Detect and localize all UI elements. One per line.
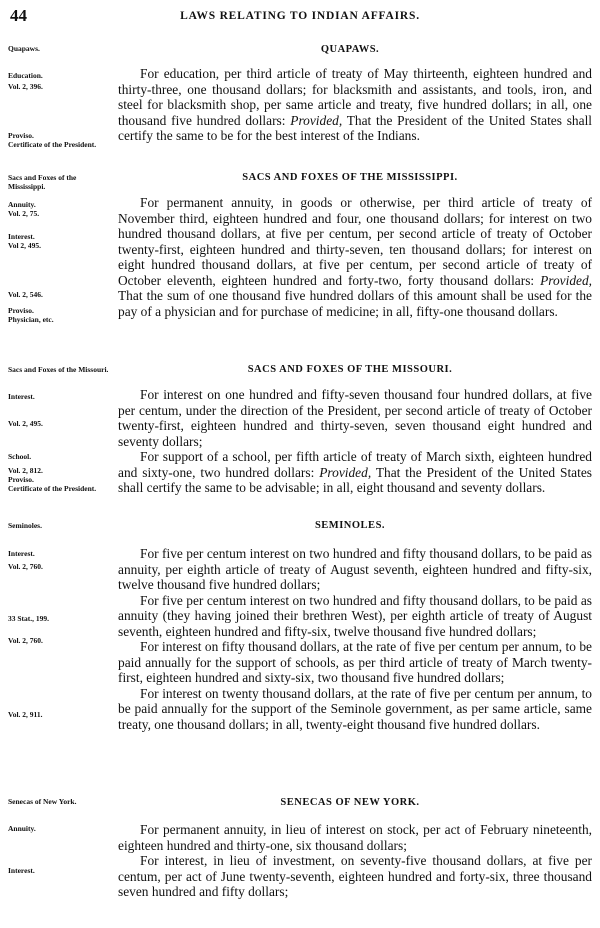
paragraph: For interest on one hundred and fifty-seven thousand four hundred dollars, at five per centum, under the direction of the President, per second article of treaty of October twenty-first, eighteen hundred and thirty-seven, seven thousand eight hundred and seventy dollars; xyxy=(118,387,592,449)
margin-note-ref: Vol. 2, 911. xyxy=(8,710,43,719)
section-title: SACS AND FOXES OF THE MISSOURI. xyxy=(247,364,453,375)
paragraph: For support of a school, per fifth article of treaty of March sixth, eighteen hundred and sixty-one, two hundred dollars: Provided, That the President of the United States shall certify the same to be advisable; in all, eight thousand and seventy dollars. xyxy=(118,449,592,495)
margin-note: Certificate of the President. xyxy=(8,484,97,493)
margin-note-ref: Vol. 2, 760. xyxy=(8,636,43,645)
margin-note: Interest. xyxy=(8,866,35,875)
margin-note-tribe: Sacs and Foxes of the Missouri. xyxy=(8,365,109,374)
margin-note-ref: Vol. 2, 495. xyxy=(8,419,43,428)
margin-note: School. xyxy=(8,452,32,461)
margin-note: Interest. xyxy=(8,392,35,401)
margin-note-ref: Vol. 2, 546. xyxy=(8,290,43,299)
page-number: 44 xyxy=(10,6,27,25)
margin-note: Certificate of the President. xyxy=(8,140,97,149)
page-header xyxy=(10,6,590,26)
margin-note-ref: Vol. 2, 75. xyxy=(8,209,40,218)
margin-note-ref: Vol. 2, 760. xyxy=(8,562,43,571)
paragraph: For permanent annuity, in lieu of interest on stock, per act of February nineteenth, eighteen hundred and thirty-one, six thousand dollars; xyxy=(118,822,592,853)
paragraph: For five per centum interest on two hundred and fifty thousand dollars, to be paid as annuity, per eighth article of treaty of August seventh, eighteen hundred and fifty-six, twelve thousand five hundred dollars; xyxy=(118,546,592,592)
paragraph: For five per centum interest on two hundred and fifty thousand dollars, to be paid as annuity (they having joined their brethren West), per eighth article of treaty of August seventh, eighteen hundred and fifty-six, twelve thousand five hundred dollars; xyxy=(118,592,592,639)
margin-note: Physician, etc. xyxy=(8,315,54,324)
section-body xyxy=(118,66,592,144)
margin-note: Education. xyxy=(8,71,43,80)
margin-note-ref: Vol. 2, 396. xyxy=(8,82,43,91)
section-title: QUAPAWS. xyxy=(320,44,380,55)
margin-note: Proviso. xyxy=(8,475,34,484)
paragraph: For interest on twenty thousand dollars, at the rate of five per centum per annum, to be paid annually for the support of the Seminole government, as per same article, same treaty, one thousand dollars; in all, twenty-eight thousand five hundred dollars. xyxy=(118,685,592,732)
section-title: SEMINOLES. xyxy=(314,520,386,531)
section-title: SENECAS OF NEW YORK. xyxy=(280,797,420,808)
margin-note-tribe: Seminoles. xyxy=(8,521,42,530)
section-body xyxy=(118,195,592,319)
margin-note-ref: 33 Stat., 199. xyxy=(8,614,50,623)
margin-note-ref: Vol 2, 495. xyxy=(8,241,42,250)
paragraph: For interest, in lieu of investment, on seventy-five thousand dollars, at five per centum, per act of June twenty-seventh, eighteen hundred and forty-six, three thousand seven hundred and fifty dollars; xyxy=(118,853,592,899)
margin-note: Annuity. xyxy=(8,824,36,833)
section-body xyxy=(118,546,592,732)
margin-note: Annuity. xyxy=(8,200,36,209)
margin-note: Interest. xyxy=(8,232,35,241)
running-title: LAWS RELATING TO INDIAN AFFAIRS. xyxy=(180,10,420,22)
paragraph: For education, per third article of treaty of May thirteenth, eighteen hundred and thirty-three, one thousand dollars; for blacksmith and assistants, and tools, iron, and steel for blacksmith shop, per same article and treaty, five hundred dollars; in all, one thousand five hundred dollars: Provided, That the President of the United States shall certify the same to be for the best interest of the Indians. xyxy=(118,66,593,143)
section-body xyxy=(118,387,592,496)
margin-note-tribe: Sacs and Foxes of the Mississippi. xyxy=(8,173,77,191)
margin-note-ref: Vol. 2, 812. xyxy=(8,466,43,475)
margin-note: Proviso. xyxy=(8,131,34,140)
margin-note: Proviso. xyxy=(8,306,34,315)
margin-note-tribe: Quapaws. xyxy=(8,44,40,53)
margin-note-tribe: Senecas of New York. xyxy=(8,797,77,806)
margin-note: Interest. xyxy=(8,549,35,558)
paragraph: For interest on fifty thousand dollars, at the rate of five per centum per annum, to be paid annually for the support of schools, as per third article of treaty of March twenty-first, eighteen hundred and sixty-six, two thousand five hundred dollars; xyxy=(118,639,592,685)
section-body xyxy=(118,822,592,900)
paragraph: For permanent annuity, in goods or otherwise, per third article of treaty of November third, eighteen hundred and four, one thousand dollars; for interest on two hundred thousand dollars, at five per centum, per second article of treaty of October twenty-first, eighteen hundred and thirty-seven, ten thousand dollars; for interest on eight hundred thousand dollars, at five per centum, per second article of treaty of October eleventh, eighteen hundred and forty-two, forty thousand dollars: Provided, That the sum of one thousand five hundred dollars of this amount shall be used for the pay of a physician and for purchase of medicine; in all, fifty-one thousand dollars. xyxy=(118,195,592,319)
section-title: SACS AND FOXES OF THE MISSISSIPPI. xyxy=(242,172,458,183)
